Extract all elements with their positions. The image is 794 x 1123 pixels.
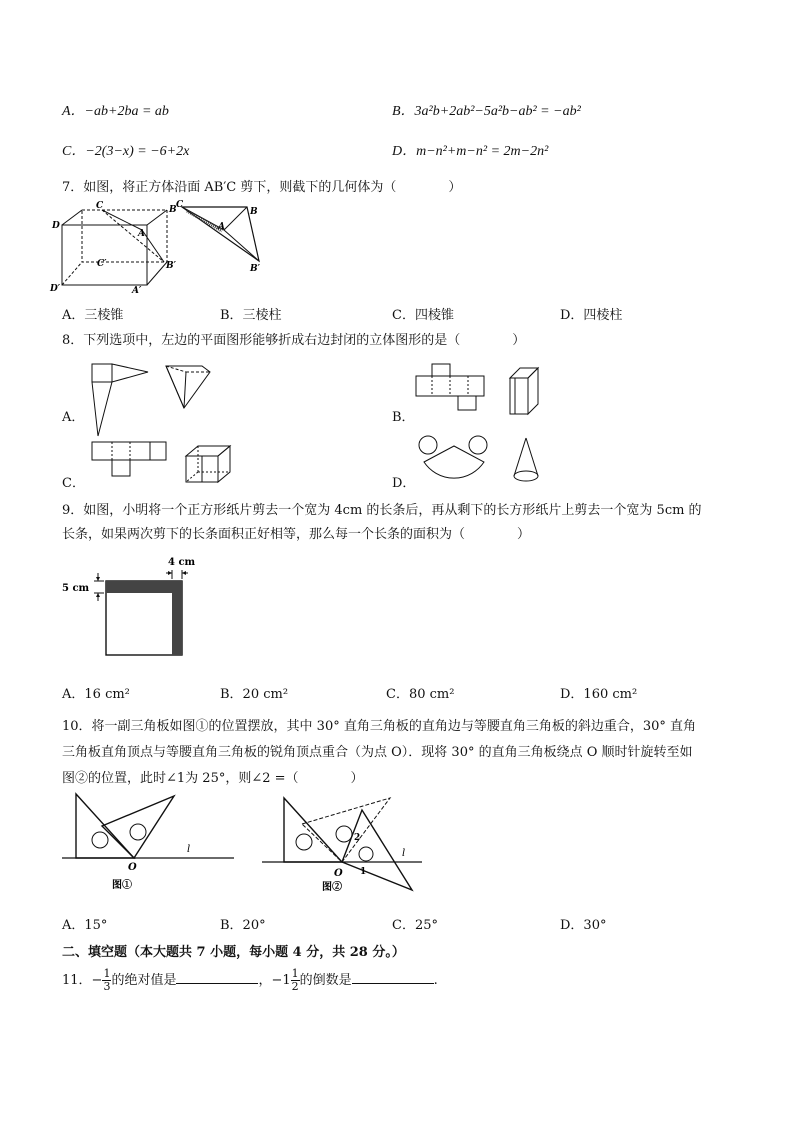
q9-figure: [62, 553, 202, 663]
q11-end: .: [433, 973, 438, 988]
q10-figure-1: [62, 790, 237, 900]
q8-option-a: A．: [62, 410, 85, 425]
q11-text-mid: ，−1: [258, 973, 291, 988]
q9-stem-line1: 9．如图，小明将一个正方形纸片剪去一个宽为 4cm 的长条后，再从剩下的长方形纸片上剪去一个宽为 5cm 的: [62, 503, 702, 518]
q8-c-net: [90, 440, 170, 480]
q10-line1: 10．将一副三角板如图①的位置摆放，其中 30° 直角三角板的直角边与等腰直角三角板的斜边重合，30° 直角: [62, 719, 697, 734]
q8-c-solid: [184, 444, 236, 484]
q6-option-b: B．3a²b+2ab²−5a²b−ab² = −ab²: [392, 104, 581, 119]
q8-d-net: [416, 432, 492, 484]
q7-label-D: D: [52, 221, 60, 231]
q10-fig2-label-2: 2: [354, 833, 361, 843]
q11-text-reciprocal: 的倒数是: [299, 973, 352, 988]
q7-label-Dp: D′: [50, 284, 61, 294]
q7-option-b: B．三棱柱: [220, 308, 282, 323]
q10-line2: 三角板直角顶点与等腰直角三角板的锐角顶点重合（为点 O）．现将 30° 的直角三角板绕点 O 顺时针旋转至如: [62, 745, 693, 760]
q7-cut-label-B: B: [250, 207, 258, 217]
q10-option-a: A．15°: [62, 918, 108, 933]
q7-option-c: C．四棱锥: [392, 308, 454, 323]
q9-label-5cm: 5 cm: [62, 583, 90, 594]
q7-option-d: D．四棱柱: [560, 308, 623, 323]
q8-a-solid: [164, 362, 214, 412]
q7-cut-label-C: C: [176, 200, 184, 210]
q10-fig2-label-l: l: [402, 848, 406, 859]
q10-fig1-caption: 图①: [112, 880, 132, 891]
q10-fig2-label-1: 1: [360, 867, 367, 877]
q10-fig1-label-l: l: [187, 844, 191, 855]
q7-cut-label-Bp: B′: [250, 264, 260, 274]
q9-option-c: C．80 cm²: [386, 687, 455, 702]
q8-option-d: D．: [392, 476, 416, 491]
q9-option-b: B．20 cm²: [220, 687, 289, 702]
q6-option-c: C．−2(3−x) = −6+2x: [62, 144, 190, 159]
q11-blank-1[interactable]: [176, 971, 258, 984]
q9-option-a: A．16 cm²: [62, 687, 130, 702]
q8-option-c: C．: [62, 476, 85, 491]
q11-fraction-2: $\frac{1}{2}$: [291, 967, 299, 993]
q7-stem: 7．如图，将正方体沿面 AB′C 剪下，则截下的几何体为（ ）: [62, 180, 462, 195]
q10-fig1-label-O: O: [128, 862, 137, 873]
q8-d-solid: [512, 436, 540, 486]
q8-option-b: B．: [392, 410, 415, 425]
q9-option-d: D．160 cm²: [560, 687, 638, 702]
q9-stem-line2: 长条，如果两次剪下的长条面积正好相等，那么每一个长条的面积为（ ）: [62, 527, 531, 542]
q8-stem: 8．下列选项中，左边的平面图形能够折成右边封闭的立体图形的是（ ）: [62, 333, 526, 348]
q7-cut-label-A: A: [218, 222, 225, 232]
q7-label-Ap: A′: [132, 286, 142, 296]
q6-option-d: D．m−n²+m−n² = 2m−2n²: [392, 144, 549, 159]
q8-a-net: [88, 360, 153, 440]
q7-label-Bp: B′: [166, 261, 176, 271]
q11-text-abs: 的绝对值是: [111, 973, 177, 988]
q7-option-a: A．三棱锥: [62, 308, 124, 323]
q9-label-4cm: 4 cm: [168, 557, 196, 568]
q10-figure-2: [262, 790, 432, 900]
q11-prefix: 11．−: [62, 973, 103, 988]
q10-line3: 图②的位置，此时∠1为 25°，则∠2 =（ ）: [62, 771, 364, 786]
q7-cut-figure: [176, 200, 267, 275]
q10-option-c: C．25°: [392, 918, 438, 933]
q7-cube-figure: [50, 200, 182, 296]
q10-fig2-label-O: O: [334, 868, 343, 879]
q7-label-C: C: [96, 201, 104, 211]
q11-fraction-1: $\frac{1}{3}$: [103, 967, 111, 993]
q10-option-d: D．30°: [560, 918, 607, 933]
section-2-title: 二、填空题（本大题共 7 小题，每小题 4 分，共 28 分。）: [62, 945, 405, 960]
q8-b-solid: [508, 366, 544, 416]
q11-line: [62, 968, 438, 993]
q10-option-b: B．20°: [220, 918, 266, 933]
q7-label-A: A: [138, 229, 145, 239]
q7-label-B: B: [169, 205, 177, 215]
q11-blank-2[interactable]: [352, 971, 434, 984]
q10-fig2-caption: 图②: [322, 882, 342, 893]
q6-option-a: A．−ab+2ba = ab: [62, 104, 169, 119]
q7-label-Cp: C′: [97, 259, 107, 269]
q8-b-net: [414, 362, 486, 414]
